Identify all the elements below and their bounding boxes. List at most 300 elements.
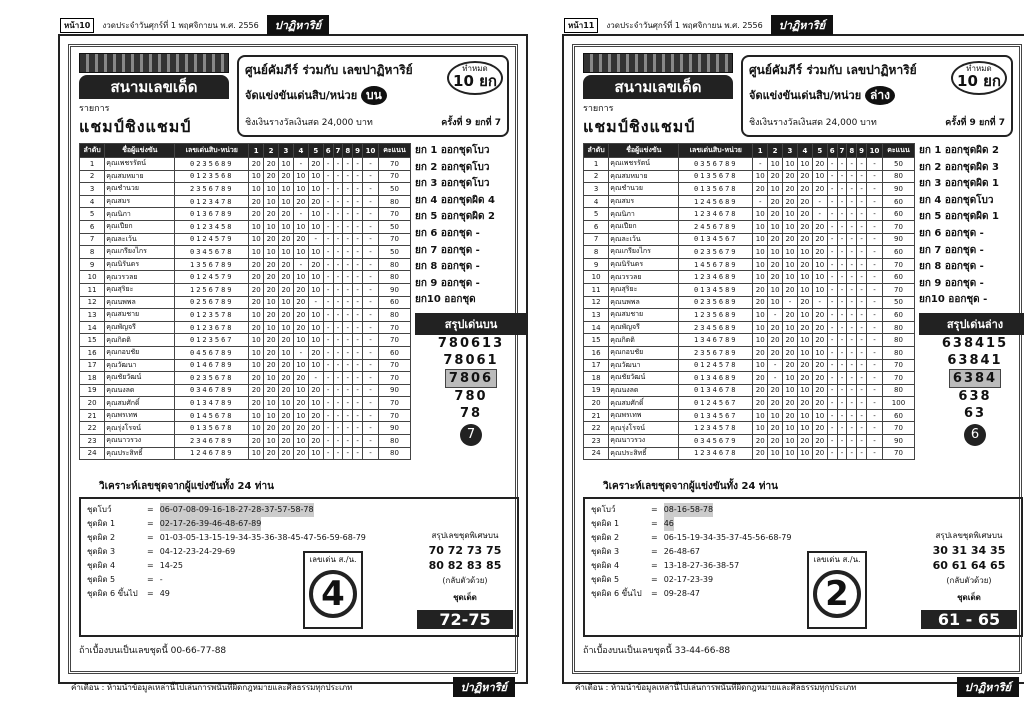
table-cell: 10 bbox=[797, 422, 812, 435]
table-cell: 10 bbox=[293, 409, 308, 422]
table-cell: 90 bbox=[882, 435, 914, 448]
table-cell: - bbox=[837, 334, 847, 347]
table-cell: - bbox=[847, 321, 857, 334]
page-header bbox=[60, 16, 526, 34]
table-cell: - bbox=[857, 296, 867, 309]
round-result: ยก 5 ออกชุดผิด 1 bbox=[919, 211, 999, 223]
table-cell: คุณสมชาย bbox=[609, 309, 679, 322]
table-cell: - bbox=[867, 220, 883, 233]
table-cell: - bbox=[323, 422, 333, 435]
table-cell: - bbox=[343, 246, 353, 259]
table-cell: 0124579 bbox=[175, 233, 249, 246]
table-cell: 15 bbox=[584, 334, 609, 347]
table-row bbox=[584, 170, 915, 183]
table-cell: คุณกอบชัย bbox=[105, 346, 175, 359]
table-cell: - bbox=[847, 409, 857, 422]
table-cell: คุณละเว้น bbox=[105, 233, 175, 246]
table-cell: 70 bbox=[378, 321, 410, 334]
page-header bbox=[564, 16, 1024, 34]
table-cell: - bbox=[827, 170, 837, 183]
table-cell: - bbox=[363, 309, 379, 322]
column-header: คะแนน bbox=[882, 144, 914, 158]
table-cell: 20 bbox=[264, 422, 279, 435]
table-cell: 10 bbox=[308, 321, 323, 334]
table-cell: - bbox=[323, 258, 333, 271]
table-cell: 10 bbox=[279, 158, 294, 171]
table-cell: 20 bbox=[264, 384, 279, 397]
table-cell: 10 bbox=[293, 170, 308, 183]
table-cell: 8 bbox=[584, 246, 609, 259]
prize-badge: ทำหมด 10 ยก bbox=[951, 61, 1007, 95]
table-cell: 16 bbox=[584, 346, 609, 359]
round-result: ยก 1 ออกชุดผิด 2 bbox=[919, 145, 999, 156]
table-cell: 12 bbox=[584, 296, 609, 309]
table-cell: - bbox=[363, 447, 379, 460]
table-cell: 20 bbox=[753, 372, 768, 385]
table-cell: คุณสุริยะ bbox=[105, 283, 175, 296]
table-cell: 20 bbox=[783, 233, 798, 246]
table-cell: 20 bbox=[753, 384, 768, 397]
table-cell: 0134789 bbox=[175, 397, 249, 410]
round-result: ยก 7 ออกชุด - bbox=[919, 244, 984, 256]
banner-line2: จัดแข่งขันเด่นสิบ/หน่วย บน bbox=[245, 86, 501, 105]
table-cell: 10 bbox=[797, 334, 812, 347]
table-cell: 70 bbox=[378, 334, 410, 347]
table-cell: คุณเปียก bbox=[105, 220, 175, 233]
table-cell: 20 bbox=[249, 271, 264, 284]
table-cell: 0123567 bbox=[175, 334, 249, 347]
table-row bbox=[80, 271, 411, 284]
favorite-set: 61 - 65 bbox=[921, 610, 1017, 629]
table-cell: คุณพัญจรี bbox=[105, 321, 175, 334]
table-cell: 20 bbox=[249, 158, 264, 171]
table-cell: 20 bbox=[264, 170, 279, 183]
table-cell: 20 bbox=[768, 321, 783, 334]
table-cell: 10 bbox=[753, 246, 768, 259]
table-cell: 10 bbox=[80, 271, 105, 284]
summary-number: 78061 bbox=[443, 352, 499, 368]
table-cell: - bbox=[857, 220, 867, 233]
column-header: 8 bbox=[847, 144, 857, 158]
table-cell: 10 bbox=[293, 183, 308, 196]
table-cell: 2 bbox=[80, 170, 105, 183]
table-cell: 20 bbox=[783, 195, 798, 208]
content-frame bbox=[572, 44, 1022, 694]
table-cell: 20 bbox=[279, 409, 294, 422]
summary-numbers bbox=[415, 335, 527, 422]
table-cell: - bbox=[857, 384, 867, 397]
column-header: ชื่อผู้แข่งขัน bbox=[609, 144, 679, 158]
prize-badge: ทำหมด 10 ยก bbox=[447, 61, 503, 95]
table-cell: - bbox=[343, 447, 353, 460]
table-cell: - bbox=[363, 283, 379, 296]
table-cell: 70 bbox=[378, 233, 410, 246]
summary-heading: สรุปเด่นบน bbox=[415, 313, 527, 335]
table-cell: คุณเพชรรัตน์ bbox=[105, 158, 175, 171]
table-cell: 6 bbox=[80, 220, 105, 233]
table-cell: 20 bbox=[812, 447, 827, 460]
table-cell: 16 bbox=[80, 346, 105, 359]
table-row bbox=[80, 384, 411, 397]
table-cell: - bbox=[363, 195, 379, 208]
table-row bbox=[584, 195, 915, 208]
table-row bbox=[80, 334, 411, 347]
table-cell: 0235689 bbox=[175, 158, 249, 171]
table-cell: - bbox=[323, 384, 333, 397]
table-cell: - bbox=[323, 397, 333, 410]
subtitle: รายการ bbox=[583, 104, 614, 114]
table-cell: - bbox=[857, 309, 867, 322]
table-cell: - bbox=[363, 384, 379, 397]
table-cell: - bbox=[867, 435, 883, 448]
table-cell: - bbox=[363, 271, 379, 284]
table-cell: - bbox=[323, 220, 333, 233]
column-header: 9 bbox=[353, 144, 363, 158]
table-cell: 20 bbox=[249, 372, 264, 385]
table-cell: 90 bbox=[378, 384, 410, 397]
round-result: ยก 6 ออกชุด - bbox=[415, 227, 480, 239]
table-row bbox=[80, 296, 411, 309]
table-cell: คุณนาวรวง bbox=[105, 435, 175, 448]
final-digit: 6 bbox=[964, 424, 986, 446]
table-cell: 20 bbox=[768, 271, 783, 284]
table-cell: 20 bbox=[279, 384, 294, 397]
table-cell: 10 bbox=[308, 359, 323, 372]
table-cell: - bbox=[333, 384, 343, 397]
analysis-row: ชุดโบว์ = 06-07-08-09-16-18-27-28-37-57-58-78 bbox=[87, 503, 511, 517]
table-cell: 20 bbox=[249, 283, 264, 296]
table-cell: คุณสมชาย bbox=[105, 309, 175, 322]
table-cell: - bbox=[837, 158, 847, 171]
table-cell: 10 bbox=[783, 321, 798, 334]
table-cell: - bbox=[837, 321, 847, 334]
table-cell: 10 bbox=[293, 334, 308, 347]
table-cell: - bbox=[343, 422, 353, 435]
table-cell: 20 bbox=[264, 283, 279, 296]
table-cell: - bbox=[293, 258, 308, 271]
column-header: 3 bbox=[783, 144, 798, 158]
table-cell: - bbox=[323, 158, 333, 171]
table-cell: 0123478 bbox=[175, 195, 249, 208]
table-cell: 10 bbox=[264, 220, 279, 233]
table-cell: 20 bbox=[264, 447, 279, 460]
table-cell: - bbox=[867, 346, 883, 359]
table-cell: 7 bbox=[80, 233, 105, 246]
table-cell: 10 bbox=[249, 183, 264, 196]
column-header: 6 bbox=[827, 144, 837, 158]
table-row bbox=[584, 208, 915, 221]
table-cell: 10 bbox=[308, 246, 323, 259]
table-cell: 10 bbox=[783, 220, 798, 233]
table-cell: 17 bbox=[584, 359, 609, 372]
table-cell: 20 bbox=[753, 447, 768, 460]
table-cell: 10 bbox=[753, 170, 768, 183]
table-cell: - bbox=[343, 283, 353, 296]
table-cell: 20 bbox=[797, 208, 812, 221]
palace-icon bbox=[583, 53, 733, 73]
summary-number: 63841 bbox=[947, 352, 1003, 368]
analysis-heading: วิเคราะห์เลขชุดจากผู้แข่งขันทั้ง 24 ท่าน bbox=[99, 481, 274, 492]
special-sets: สรุปเลขชุดพิเศษบน 30 31 34 35 60 61 64 65 (กลับตัวด้วย) ชุดเด็ด 61 - 65 bbox=[921, 529, 1017, 629]
table-cell: - bbox=[827, 220, 837, 233]
table-cell: 0135678 bbox=[175, 422, 249, 435]
table-cell: 1246789 bbox=[175, 447, 249, 460]
table-cell: 50 bbox=[378, 246, 410, 259]
summary-number: 7806 bbox=[415, 369, 527, 388]
table-cell: - bbox=[323, 447, 333, 460]
table-cell: 10 bbox=[783, 158, 798, 171]
table-cell: 0146789 bbox=[175, 359, 249, 372]
table-cell: 10 bbox=[279, 220, 294, 233]
table-cell: 0123678 bbox=[175, 321, 249, 334]
table-cell: 20 bbox=[797, 220, 812, 233]
table-row bbox=[80, 158, 411, 171]
table-cell: - bbox=[333, 258, 343, 271]
table-cell: - bbox=[837, 384, 847, 397]
table-cell: - bbox=[353, 296, 363, 309]
table-cell: 20 bbox=[812, 309, 827, 322]
table-cell: - bbox=[343, 359, 353, 372]
table-cell: - bbox=[857, 283, 867, 296]
column-header: 4 bbox=[797, 144, 812, 158]
table-cell: 20 bbox=[308, 158, 323, 171]
table-cell: 80 bbox=[882, 334, 914, 347]
table-cell: - bbox=[343, 296, 353, 309]
right-page bbox=[562, 19, 1024, 694]
table-cell: 20 bbox=[249, 195, 264, 208]
summary-number: 78 bbox=[459, 405, 483, 421]
table-cell: 10 bbox=[293, 220, 308, 233]
table-row bbox=[584, 384, 915, 397]
table-cell: - bbox=[847, 246, 857, 259]
table-cell: - bbox=[837, 233, 847, 246]
table-cell: - bbox=[363, 246, 379, 259]
table-cell: 20 bbox=[249, 321, 264, 334]
table-cell: 1456789 bbox=[679, 258, 753, 271]
banner-line3: ชิงเงินรางวัลเงินสด 24,000 บาท ครั้งที่ 9 ยกที่ 7 bbox=[749, 118, 1005, 128]
table-cell: 10 bbox=[753, 258, 768, 271]
table-cell: - bbox=[857, 208, 867, 221]
table-cell: - bbox=[353, 447, 363, 460]
column-header: 2 bbox=[264, 144, 279, 158]
table-cell: - bbox=[353, 384, 363, 397]
table-cell: คุณพรเทพ bbox=[609, 409, 679, 422]
table-cell: คุณประสิทธิ์ bbox=[609, 447, 679, 460]
table-cell: 10 bbox=[279, 321, 294, 334]
table-cell: - bbox=[333, 309, 343, 322]
table-cell: 0346789 bbox=[175, 384, 249, 397]
table-cell: 3 bbox=[80, 183, 105, 196]
table-cell: คุณกอบชัย bbox=[609, 346, 679, 359]
table-cell: - bbox=[343, 334, 353, 347]
table-cell: - bbox=[333, 208, 343, 221]
table-cell: - bbox=[333, 195, 343, 208]
table-row bbox=[584, 372, 915, 385]
table-cell: - bbox=[343, 183, 353, 196]
score-table bbox=[583, 143, 915, 460]
table-cell: - bbox=[867, 208, 883, 221]
table-cell: 20 bbox=[308, 409, 323, 422]
table-cell: คุณละเว้น bbox=[609, 233, 679, 246]
table-cell: 20 bbox=[80, 397, 105, 410]
table-cell: 1234678 bbox=[679, 208, 753, 221]
table-cell: คุณพัญจรี bbox=[609, 321, 679, 334]
table-cell: คุณรุ่งโรจน์ bbox=[105, 422, 175, 435]
table-cell: 10 bbox=[768, 246, 783, 259]
left-page bbox=[58, 19, 528, 694]
table-cell: 10 bbox=[293, 246, 308, 259]
table-cell: - bbox=[363, 372, 379, 385]
analysis-row: ชุดผิด 2 = 06-15-19-34-35-37-45-56-68-79 bbox=[591, 533, 792, 542]
table-cell: - bbox=[867, 334, 883, 347]
table-cell: - bbox=[363, 397, 379, 410]
table-cell: - bbox=[867, 271, 883, 284]
table-cell: - bbox=[867, 359, 883, 372]
table-cell: 1256789 bbox=[175, 283, 249, 296]
table-cell: คุณนงลด bbox=[609, 384, 679, 397]
table-cell: 10 bbox=[783, 246, 798, 259]
round-result: ยก 7 ออกชุด - bbox=[415, 244, 480, 256]
palace-icon bbox=[79, 53, 229, 73]
table-cell: - bbox=[343, 208, 353, 221]
analysis bbox=[79, 479, 519, 657]
table-cell: - bbox=[847, 384, 857, 397]
table-cell: 50 bbox=[882, 158, 914, 171]
table-cell: 20 bbox=[812, 334, 827, 347]
table-cell: 10 bbox=[308, 309, 323, 322]
table-cell: - bbox=[353, 208, 363, 221]
summary-number: 780 bbox=[454, 388, 488, 404]
table-cell: 20 bbox=[753, 283, 768, 296]
table-row bbox=[584, 309, 915, 322]
table-cell: 0134689 bbox=[679, 372, 753, 385]
table-row bbox=[584, 271, 915, 284]
table-cell: 10 bbox=[812, 271, 827, 284]
table-cell: 20 bbox=[797, 321, 812, 334]
table-cell: 10 bbox=[812, 409, 827, 422]
round-list bbox=[415, 143, 527, 309]
table-cell: - bbox=[837, 397, 847, 410]
table-cell: 10 bbox=[249, 334, 264, 347]
table-cell: 20 bbox=[264, 158, 279, 171]
table-cell: - bbox=[353, 372, 363, 385]
table-cell: - bbox=[837, 271, 847, 284]
table-cell: คุณวัฒนา bbox=[609, 359, 679, 372]
table-cell: - bbox=[363, 435, 379, 448]
table-cell: 0256789 bbox=[175, 296, 249, 309]
table-cell: - bbox=[323, 195, 333, 208]
table-cell: - bbox=[857, 233, 867, 246]
table-cell: - bbox=[867, 409, 883, 422]
table-row bbox=[80, 321, 411, 334]
summary-number: 638415 bbox=[941, 335, 1009, 351]
table-cell: คุณนงลด bbox=[105, 384, 175, 397]
table-cell: 20 bbox=[264, 359, 279, 372]
table-cell: - bbox=[847, 346, 857, 359]
position-tag: ล่าง bbox=[865, 86, 895, 105]
table-cell: 10 bbox=[768, 183, 783, 196]
table-cell: 70 bbox=[882, 258, 914, 271]
table-cell: คุณชัยวัฒน์ bbox=[609, 372, 679, 385]
table-cell: 20 bbox=[279, 359, 294, 372]
footer bbox=[71, 677, 515, 697]
table-cell: - bbox=[293, 158, 308, 171]
table-cell: - bbox=[343, 258, 353, 271]
table-cell: - bbox=[333, 170, 343, 183]
table-cell: 20 bbox=[293, 283, 308, 296]
table-cell: - bbox=[343, 435, 353, 448]
table-cell: - bbox=[827, 283, 837, 296]
table-cell: - bbox=[293, 346, 308, 359]
table-cell: 10 bbox=[783, 372, 798, 385]
table-cell: 21 bbox=[584, 409, 609, 422]
table-cell: - bbox=[363, 183, 379, 196]
table-cell: คุณนพพล bbox=[609, 296, 679, 309]
table-cell: - bbox=[768, 309, 783, 322]
table-cell: 22 bbox=[584, 422, 609, 435]
table-cell: - bbox=[812, 208, 827, 221]
table-cell: - bbox=[867, 447, 883, 460]
table-cell: - bbox=[867, 258, 883, 271]
banner-line1: ศูนย์คัมภีร์ ร่วมกับ เลขปาฏิหาริย์ bbox=[749, 63, 917, 77]
analysis-row: ชุดผิด 4 = 13-18-27-36-38-57 bbox=[591, 561, 740, 570]
table-cell: - bbox=[323, 309, 333, 322]
table-cell: 9 bbox=[584, 258, 609, 271]
column-header: 10 bbox=[363, 144, 379, 158]
table-cell: 10 bbox=[308, 447, 323, 460]
table-cell: 0134567 bbox=[679, 233, 753, 246]
table-cell: 20 bbox=[797, 372, 812, 385]
table-cell: - bbox=[837, 208, 847, 221]
table-cell: 20 bbox=[797, 195, 812, 208]
table-cell: - bbox=[867, 384, 883, 397]
table-cell: 10 bbox=[797, 246, 812, 259]
table-row bbox=[584, 183, 915, 196]
table-cell: คุณสมร bbox=[105, 195, 175, 208]
table-row bbox=[584, 246, 915, 259]
table-cell: - bbox=[333, 158, 343, 171]
table-cell: 1234578 bbox=[679, 422, 753, 435]
title: สนามเลขเด็ด bbox=[79, 75, 229, 99]
table-cell: 20 bbox=[768, 208, 783, 221]
table-cell: 10 bbox=[753, 359, 768, 372]
banner bbox=[741, 55, 1013, 137]
table-cell: - bbox=[837, 170, 847, 183]
table-cell: 70 bbox=[378, 397, 410, 410]
table-cell: 80 bbox=[378, 309, 410, 322]
side-panel bbox=[919, 143, 1024, 448]
table-cell: - bbox=[867, 422, 883, 435]
table-cell: - bbox=[847, 183, 857, 196]
table-row bbox=[80, 220, 411, 233]
table-cell: 20 bbox=[812, 359, 827, 372]
table-row bbox=[80, 397, 411, 410]
table-cell: 20 bbox=[249, 258, 264, 271]
table-cell: - bbox=[323, 208, 333, 221]
table-cell: 10 bbox=[308, 183, 323, 196]
table-cell: 10 bbox=[249, 220, 264, 233]
table-cell: - bbox=[363, 220, 379, 233]
table-cell: 10 bbox=[797, 447, 812, 460]
table-cell: 10 bbox=[249, 309, 264, 322]
table-cell: 20 bbox=[279, 258, 294, 271]
table-cell: - bbox=[827, 346, 837, 359]
round-list bbox=[919, 143, 1024, 309]
table-cell: 20 bbox=[783, 170, 798, 183]
round-result: ยก10 ออกชุด bbox=[415, 294, 476, 306]
table-cell: คุณชำนวย bbox=[609, 183, 679, 196]
table-cell: - bbox=[343, 384, 353, 397]
